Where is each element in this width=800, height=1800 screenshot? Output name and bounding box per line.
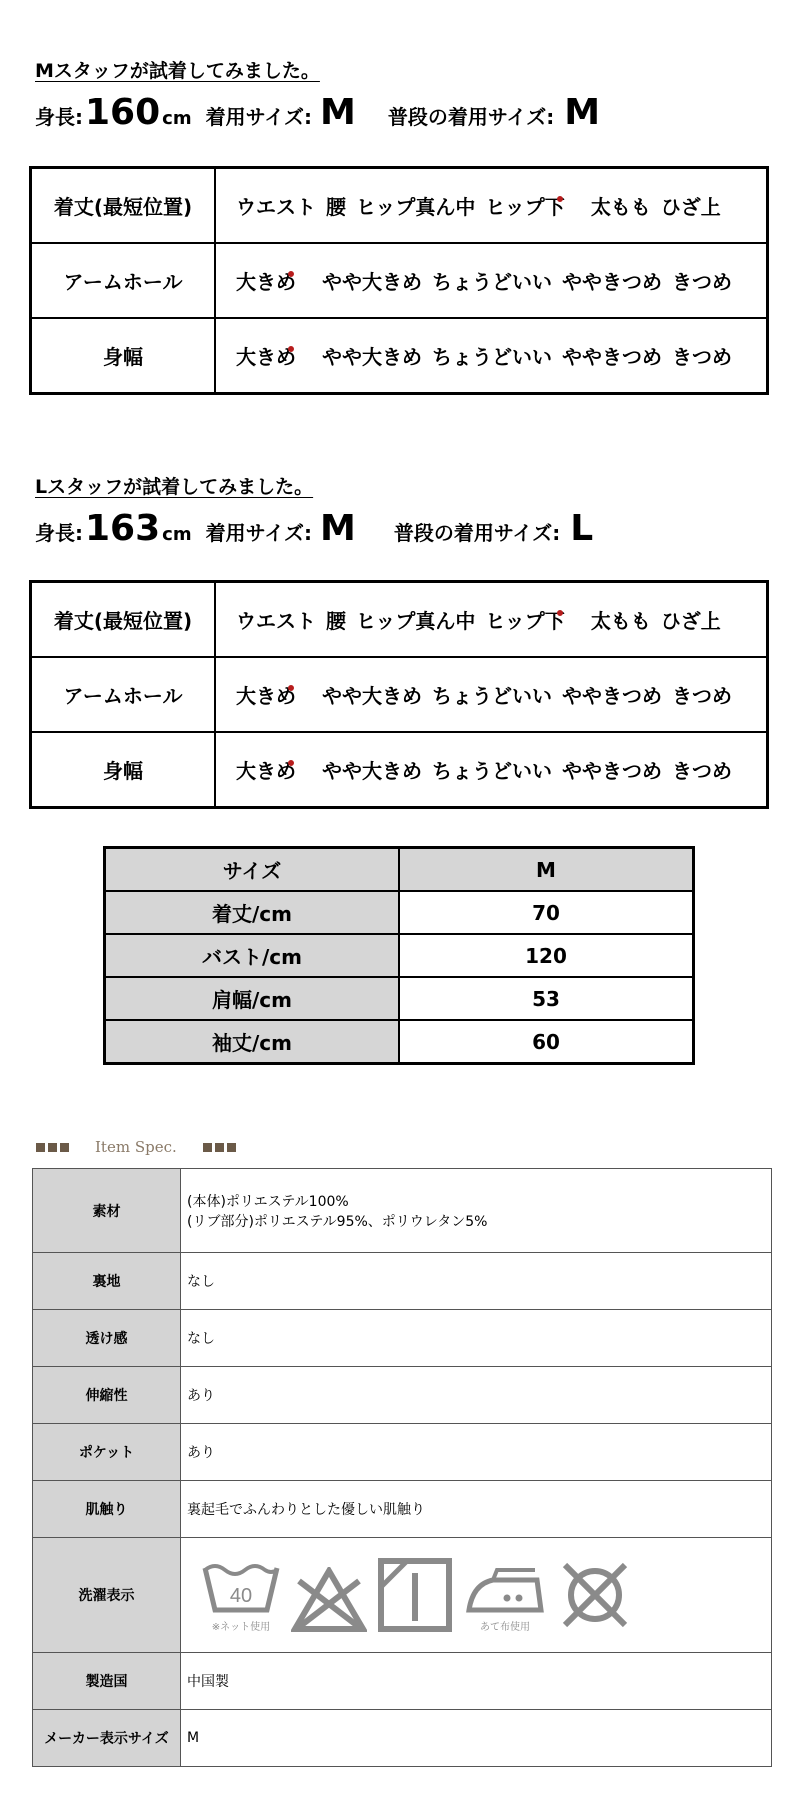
spec-value	[181, 1481, 772, 1538]
fit-row-label: アームホール	[31, 657, 216, 732]
wash-40-icon	[201, 1558, 281, 1633]
usual-size-label: 普段の着用サイズ:	[393, 521, 561, 545]
option-label: ややきつめ	[562, 270, 662, 294]
spec-key: 透け感	[33, 1310, 181, 1367]
option-label: きつめ	[672, 270, 732, 294]
spec-value	[181, 1424, 772, 1481]
worn-size-label: 着用サイズ:	[205, 521, 312, 545]
worn-size-value: M	[320, 92, 356, 133]
option-label: ヒップ真ん中	[356, 609, 476, 633]
spec-row	[33, 1710, 772, 1767]
spec-heading-text: Item Spec.	[95, 1138, 177, 1156]
spec-value-line: M	[187, 1730, 200, 1746]
size-header-value: M	[399, 848, 694, 892]
option-label: ちょうどいい	[432, 684, 552, 708]
care-symbols	[187, 1557, 771, 1633]
option-label: ややきつめ	[562, 759, 662, 783]
selection-circle	[288, 685, 294, 691]
no-tumble-dry-icon	[557, 1557, 633, 1633]
tightness-options	[215, 732, 768, 808]
option-label: ひざ上	[660, 609, 721, 633]
option-label: ウエスト	[236, 195, 316, 219]
size-row-value: 70	[399, 891, 694, 934]
size-row-value: 60	[399, 1020, 694, 1064]
staff-title: Lスタッフが試着してみました。	[35, 476, 314, 498]
option-label: ややきつめ	[562, 684, 662, 708]
height-label: 身長:	[35, 521, 83, 545]
option-label: 腰	[326, 195, 346, 219]
spec-key: 裏地	[33, 1253, 181, 1310]
option-label: やや大きめ	[322, 270, 422, 294]
fit-row-label: 身幅	[31, 732, 216, 808]
fit-row-label: 身幅	[31, 318, 216, 394]
spec-value-line: 中国製	[187, 1674, 229, 1690]
fit-table	[29, 580, 769, 809]
iron-note: あて布使用	[480, 1622, 530, 1633]
option-label: 腰	[326, 609, 346, 633]
selection-circle	[288, 346, 294, 352]
spec-value	[181, 1653, 772, 1710]
spec-row	[33, 1653, 772, 1710]
fit-row-label: 着丈(最短位置)	[31, 168, 216, 244]
drip-dry-shade-icon	[377, 1557, 453, 1633]
staff-stats	[35, 508, 595, 549]
fit-table	[29, 166, 769, 395]
fit-row-label: アームホール	[31, 243, 216, 318]
height-value: 163	[85, 508, 161, 549]
size-header-key: サイズ	[105, 848, 400, 892]
spec-row	[33, 1538, 772, 1653]
option-label: ちょうどいい	[432, 270, 552, 294]
spec-key: メーカー表示サイズ	[33, 1710, 181, 1767]
option-label: ちょうどいい	[432, 345, 552, 369]
size-table	[103, 846, 695, 1065]
tightness-options	[215, 318, 768, 394]
selection-circle	[557, 196, 563, 202]
spec-key: 洗濯表示	[33, 1538, 181, 1653]
option-label: やや大きめ	[322, 759, 422, 783]
spec-value-line: (本体)ポリエステル100%	[187, 1193, 349, 1210]
spec-row	[33, 1253, 772, 1310]
spec-value	[181, 1253, 772, 1310]
option-label: ちょうどいい	[432, 759, 552, 783]
fit-options	[215, 582, 768, 658]
option-label: きつめ	[672, 345, 732, 369]
option-label: ヒップ真ん中	[356, 195, 476, 219]
option-label: ウエスト	[236, 609, 316, 633]
spec-value-line: (リブ部分)ポリエステル95%、ポリウレタン5%	[187, 1213, 488, 1230]
iron-low-icon	[463, 1562, 547, 1633]
spec-key: 肌触り	[33, 1481, 181, 1538]
spec-row	[33, 1310, 772, 1367]
worn-size-value: M	[320, 508, 356, 549]
size-row-key: 肩幅/cm	[105, 977, 400, 1020]
option-label: きつめ	[672, 684, 732, 708]
spec-row	[33, 1169, 772, 1253]
option-label: ひざ上	[660, 195, 721, 219]
size-row-value: 53	[399, 977, 694, 1020]
spec-row	[33, 1424, 772, 1481]
tightness-options	[215, 657, 768, 732]
spec-key: 製造国	[33, 1653, 181, 1710]
spec-value-line: なし	[187, 1331, 215, 1347]
spec-heading	[36, 1138, 239, 1156]
spec-row	[33, 1481, 772, 1538]
spec-table	[32, 1168, 772, 1767]
spec-value-line: なし	[187, 1274, 215, 1290]
height-unit: cm	[162, 108, 192, 129]
option-label: ヒップ下	[485, 609, 565, 633]
option-label: 大きめ	[236, 345, 296, 369]
spec-value-line: あり	[187, 1445, 215, 1461]
staff-stats	[35, 92, 602, 133]
spec-key: 素材	[33, 1169, 181, 1253]
size-row-key: 袖丈/cm	[105, 1020, 400, 1064]
wash-temp: 40	[229, 1585, 253, 1607]
fit-options	[215, 168, 768, 244]
spec-row	[33, 1367, 772, 1424]
option-label: 大きめ	[236, 270, 296, 294]
size-row-key: 着丈/cm	[105, 891, 400, 934]
spec-value	[181, 1710, 772, 1767]
no-bleach-icon	[291, 1567, 367, 1633]
option-label: ややきつめ	[562, 345, 662, 369]
fit-row-label: 着丈(最短位置)	[31, 582, 216, 658]
size-row-key: バスト/cm	[105, 934, 400, 977]
height-label: 身長:	[35, 105, 83, 129]
height-unit: cm	[162, 524, 192, 545]
selection-circle	[288, 271, 294, 277]
usual-size-value: L	[570, 508, 594, 549]
usual-size-value: M	[564, 92, 601, 133]
option-label: きつめ	[672, 759, 732, 783]
spec-value-line: 裏起毛でふんわりとした優しい肌触り	[187, 1502, 425, 1518]
spec-key: ポケット	[33, 1424, 181, 1481]
selection-circle	[557, 610, 563, 616]
staff-title: Mスタッフが試着してみました。	[35, 60, 320, 82]
option-label: 太もも	[590, 609, 651, 633]
option-label: ヒップ下	[485, 195, 565, 219]
spec-value	[181, 1367, 772, 1424]
size-row-value: 120	[399, 934, 694, 977]
spec-key: 伸縮性	[33, 1367, 181, 1424]
selection-circle	[288, 760, 294, 766]
option-label: 太もも	[590, 195, 651, 219]
tightness-options	[215, 243, 768, 318]
height-value: 160	[85, 92, 161, 133]
usual-size-label: 普段の着用サイズ:	[387, 105, 555, 129]
spec-value	[181, 1538, 772, 1653]
spec-value	[181, 1169, 772, 1253]
option-label: 大きめ	[236, 759, 296, 783]
spec-value-line: あり	[187, 1388, 215, 1404]
option-label: やや大きめ	[322, 684, 422, 708]
option-label: 大きめ	[236, 684, 296, 708]
worn-size-label: 着用サイズ:	[205, 105, 312, 129]
option-label: やや大きめ	[322, 345, 422, 369]
spec-value	[181, 1310, 772, 1367]
wash-note: ※ネット使用	[211, 1622, 271, 1633]
